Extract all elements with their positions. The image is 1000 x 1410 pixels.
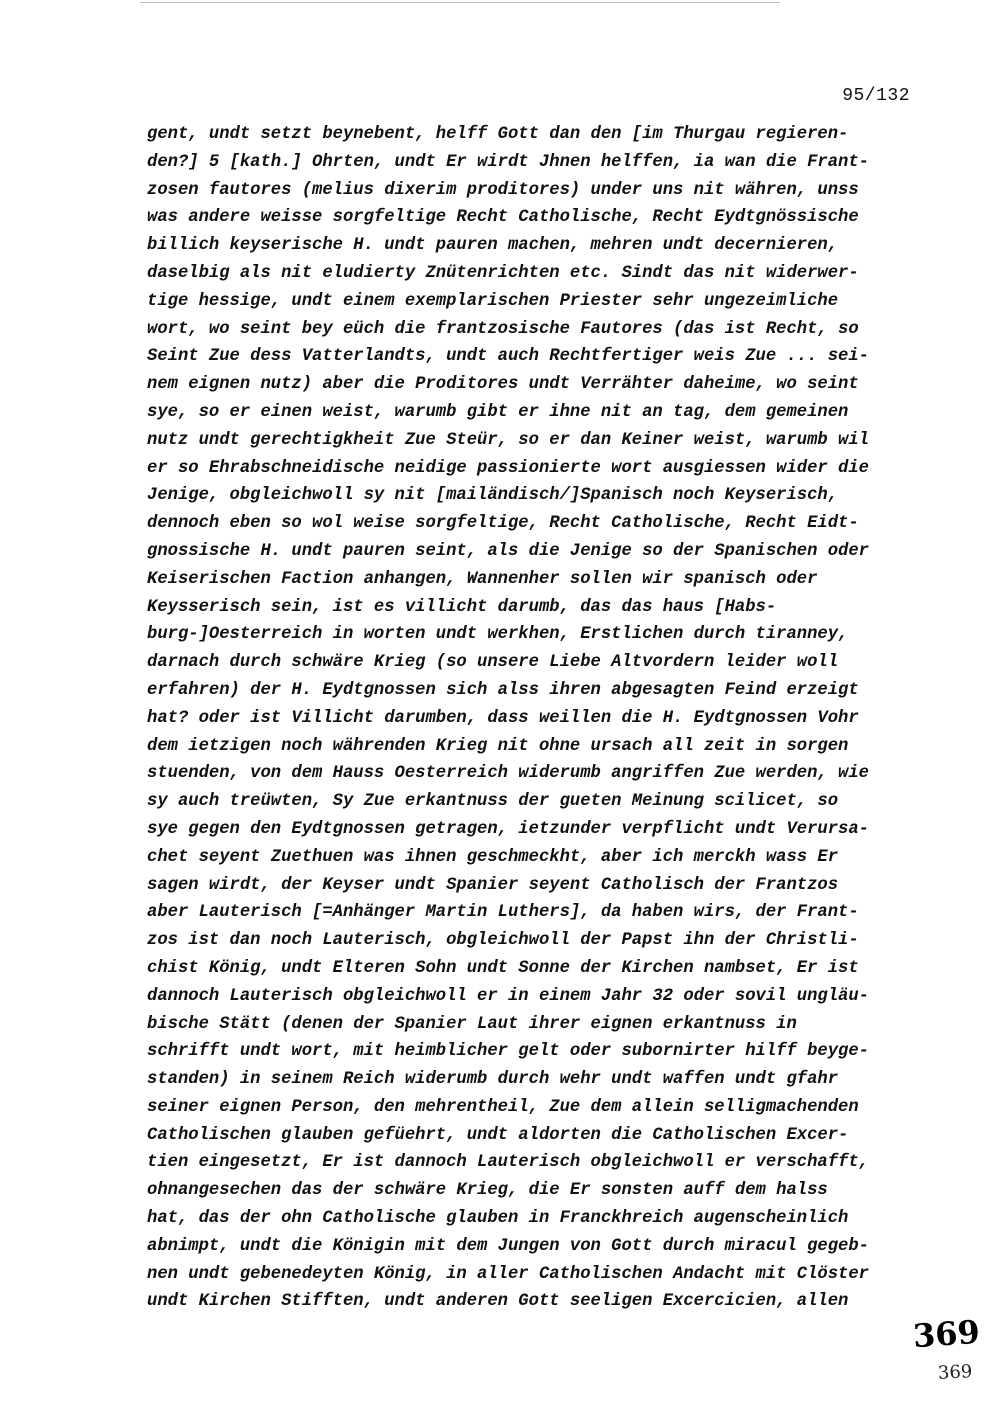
text-line: seiner eignen Person, den mehrentheil, Zue dem allein selligmachenden xyxy=(147,1097,859,1117)
text-line: tien eingesetzt, Er ist dannoch Lauterisch obgleichwoll er verschafft, xyxy=(147,1153,869,1173)
text-line: dannoch Lauterisch obgleichwoll er in einem Jahr 32 oder sovil ungläu- xyxy=(147,986,869,1006)
text-line: billich keyserische H. undt pauren machen, mehren undt decernieren, xyxy=(147,236,839,256)
text-line: stuenden, von dem Hauss Oesterreich widerumb angriffen Zue werden, wie xyxy=(147,764,869,784)
text-line: Seint Zue dess Vatterlandts, undt auch Rechtfertiger weis Zue ... sei- xyxy=(147,347,869,367)
text-line: nutz undt gerechtigkheit Zue Steür, so er dan Keiner weist, warumb wil xyxy=(147,430,869,450)
text-line: sagen wirdt, der Keyser undt Spanier seyent Catholisch der Frantzos xyxy=(147,875,839,895)
text-line: dennoch eben so wol weise sorgfeltige, Recht Catholische, Recht Eidt- xyxy=(147,514,859,534)
text-line: aber Lauterisch [=Anhänger Martin Luthers], da haben wirs, der Frant- xyxy=(147,903,859,923)
scan-edge-line xyxy=(140,2,780,3)
text-line: abnimpt, undt die Königin mit dem Jungen von Gott durch miracul gegeb- xyxy=(147,1236,869,1256)
handwritten-folio-number: 369 xyxy=(911,1312,982,1356)
text-line: daselbig als nit eludierty Znütenrichten etc. Sindt das nit widerwer- xyxy=(147,263,859,283)
text-line: erfahren) der H. Eydtgnossen sich alss ihren abgesagten Feind erzeigt xyxy=(147,680,859,700)
text-line: zosen fautores (melius dixerim proditores) under uns nit währen, unss xyxy=(147,180,859,200)
text-line: hat, das der ohn Catholische glauben in Franckhreich augenscheinlich xyxy=(147,1209,849,1229)
text-line: undt Kirchen Stifften, undt anderen Gott seeligen Excercicien, allen xyxy=(147,1292,849,1312)
text-line: nen undt gebenedeyten König, in aller Catholischen Andacht mit Clöster xyxy=(147,1264,869,1284)
text-line: nem eignen nutz) aber die Proditores undt Verrähter daheime, wo seint xyxy=(147,375,859,395)
text-line: was andere weisse sorgfeltige Recht Catholische, Recht Eydtgnössische xyxy=(147,208,859,228)
text-line: Keiserischen Faction anhangen, Wannenher sollen wir spanisch oder xyxy=(147,569,818,589)
text-line: standen) in seinem Reich widerumb durch wehr undt waffen undt gfahr xyxy=(147,1070,839,1090)
text-line: gent, undt setzt beynebent, helff Gott dan den [im Thurgau regieren- xyxy=(147,125,849,144)
text-line: chist König, undt Elteren Sohn undt Sonne der Kirchen nambset, Er ist xyxy=(147,958,859,978)
text-line: zos ist dan noch Lauterisch, obgleichwoll der Papst ihn der Christli- xyxy=(147,931,859,951)
text-line: burg-]Oesterreich in worten undt werkhen, Erstlichen durch tiranney, xyxy=(147,625,849,645)
text-line: tige hessige, undt einem exemplarischen Priester sehr ungezeimliche xyxy=(147,291,839,311)
text-line: wort, wo seint bey eüch die frantzosische Fautores (das ist Recht, so xyxy=(147,319,859,339)
text-line: schrifft undt wort, mit heimblicher gelt oder subornirter hilff beyge- xyxy=(147,1042,869,1062)
body-text xyxy=(147,121,927,1316)
text-line: Catholischen glauben gefüehrt, undt aldorten die Catholischen Excer- xyxy=(147,1125,849,1145)
text-line: sy auch treüwten, Sy Zue erkantnuss der gueten Meinung scilicet, so xyxy=(147,792,839,812)
text-line: chet seyent Zuethuen was ihnen geschmeckht, aber ich merckh wass Er xyxy=(147,847,839,867)
text-line: darnach durch schwäre Krieg (so unsere Liebe Altvordern leider woll xyxy=(147,653,839,673)
text-line: er so Ehrabschneidische neidige passionierte wort ausgiessen wider die xyxy=(147,458,869,478)
handwritten-folio-number-small: 369 xyxy=(937,1361,973,1384)
text-line: den?] 5 [kath.] Ohrten, undt Er wirdt Jhnen helffen, ia wan die Frant- xyxy=(147,152,869,172)
text-line: ohnangesechen das der schwäre Krieg, die Er sonsten auff dem halss xyxy=(147,1181,828,1201)
text-line: gnossische H. undt pauren seint, als die Jenige so der Spanischen oder xyxy=(147,541,869,561)
page-number: 95/132 xyxy=(842,86,910,106)
text-line: dem ietzigen noch währenden Krieg nit ohne ursach all zeit in sorgen xyxy=(147,736,849,756)
text-line: bische Stätt (denen der Spanier Laut ihrer eignen erkantnuss in xyxy=(147,1014,797,1034)
text-line: sye gegen den Eydtgnossen getragen, ietzunder verpflicht undt Verursa- xyxy=(147,819,869,839)
text-line: Keysserisch sein, ist es villicht darumb, das das haus [Habs- xyxy=(147,597,777,617)
text-line: Jenige, obgleichwoll sy nit [mailändisch/]Spanisch noch Keyserisch, xyxy=(147,486,839,506)
text-line: sye, so er einen weist, warumb gibt er ihne nit an tag, dem gemeinen xyxy=(147,402,849,422)
text-line: hat? oder ist Villicht darumben, dass weillen die H. Eydtgnossen Vohr xyxy=(147,708,859,728)
